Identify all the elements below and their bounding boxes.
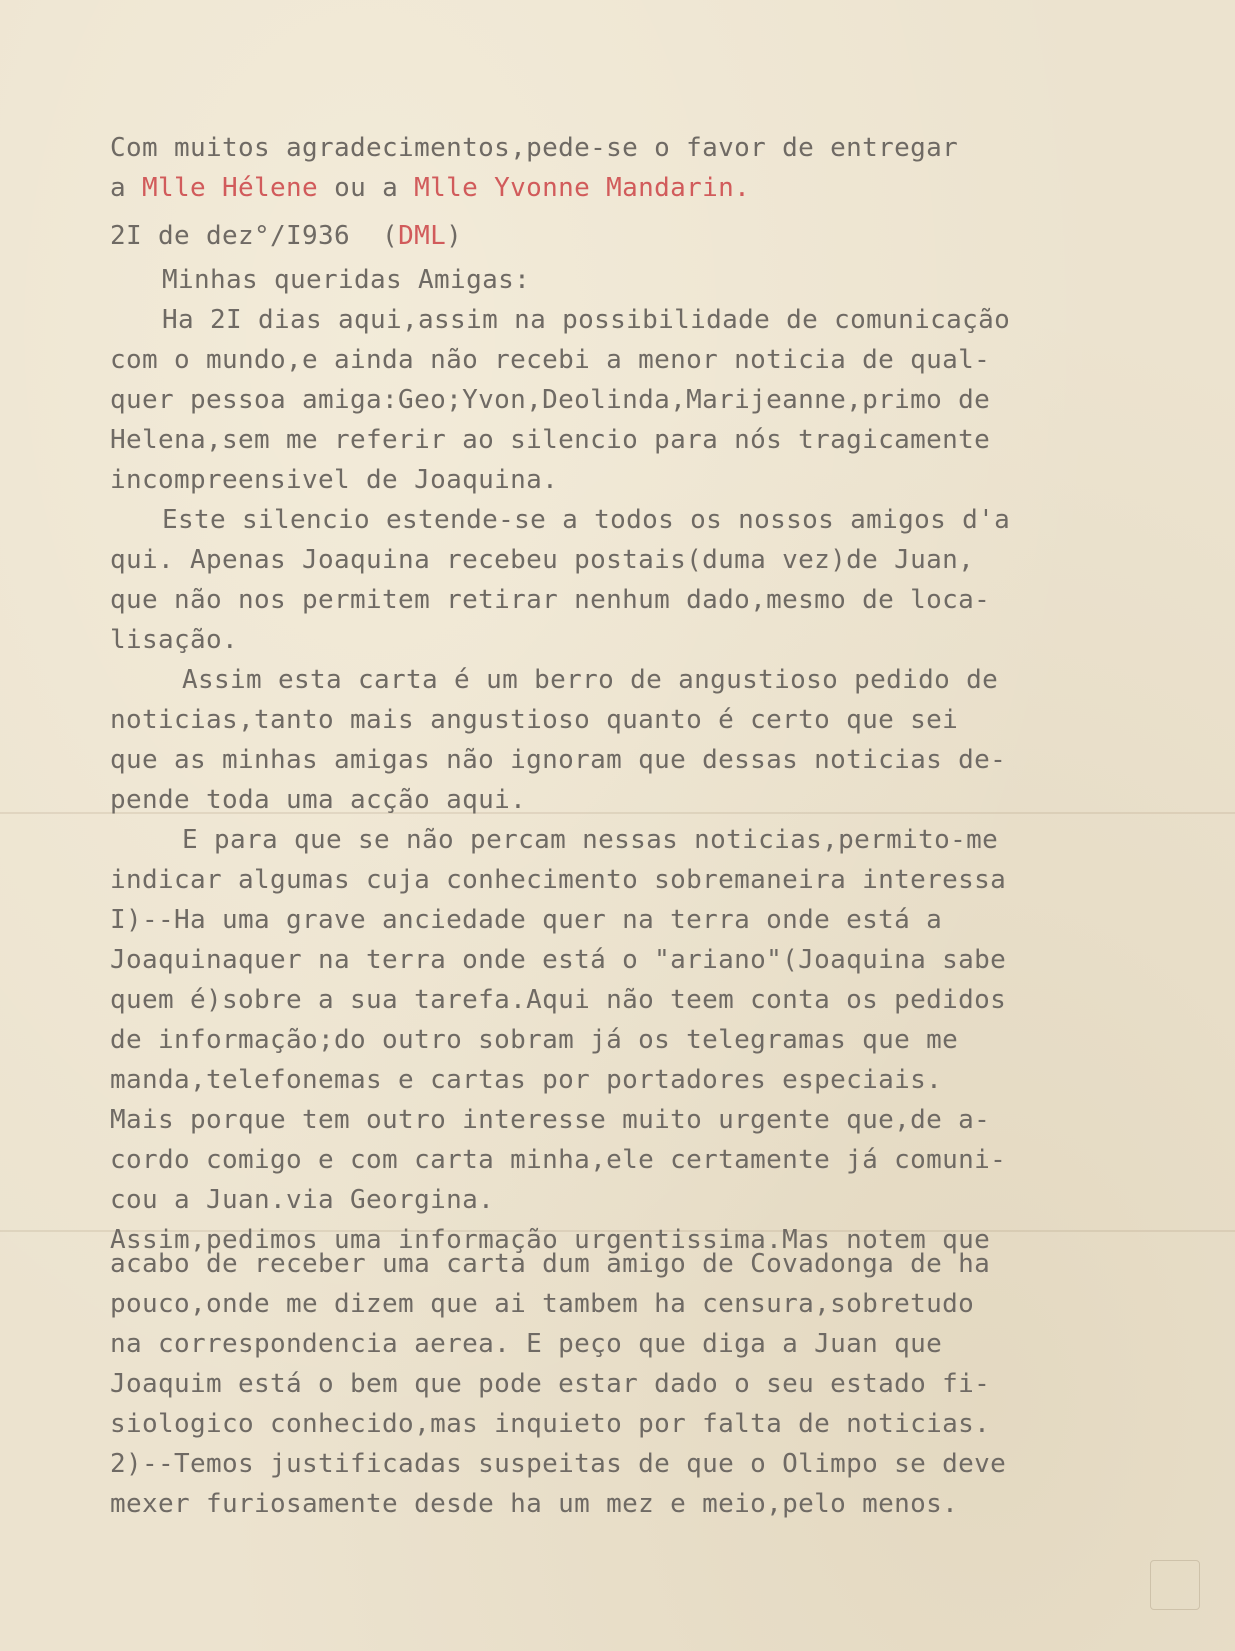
body-line: que as minhas amigas não ignoram que dessas noticias de-	[110, 745, 1007, 775]
body-line: incompreensivel de Joaquina.	[110, 465, 559, 495]
body-line: que não nos permitem retirar nenhum dado,mesmo de loca-	[110, 585, 991, 615]
recipient-name-1: Mlle Hélene	[142, 173, 319, 203]
body-line: Este silencio estende-se a todos os nossos amigos d'a	[162, 505, 1011, 535]
archive-stamp	[1150, 1560, 1200, 1610]
body-line: acabo de receber uma carta dum amigo de Covadonga de ha	[110, 1249, 991, 1279]
body-line: Helena,sem me referir ao silencio para nós tragicamente	[110, 425, 991, 455]
body-line: Joaquinaquer na terra onde está o "ariano"(Joaquina sabe	[110, 945, 1007, 975]
body-line: 2)--Temos justificadas suspeitas de que o Olimpo se deve	[110, 1449, 1007, 1479]
body-line: pouco,onde me dizem que ai tambem ha censura,sobretudo	[110, 1289, 975, 1319]
body-line: I)--Ha uma grave anciedade quer na terra onde está a	[110, 905, 943, 935]
dml-code: DML	[398, 221, 447, 251]
body-line: Assim,pedimos uma informação urgentissima.Mas notem que	[110, 1225, 991, 1255]
body-line: mexer furiosamente desde ha um mez e meio,pelo menos.	[110, 1489, 959, 1519]
body-line: lisação.	[110, 625, 239, 655]
body-line: pende toda uma acção aqui.	[110, 785, 527, 815]
body-line: de informação;do outro sobram já os telegramas que me	[110, 1025, 959, 1055]
body-line: Mais porque tem outro interesse muito urgente que,de a-	[110, 1105, 991, 1135]
address-line-1: Com muitos agradecimentos,pede-se o favor de entregar	[110, 133, 959, 163]
body-line: Ha 2I dias aqui,assim na possibilidade de comunicação	[162, 305, 1011, 335]
body-line: na correspondencia aerea. E peço que diga a Juan que	[110, 1329, 943, 1359]
body-line: cou a Juan.via Georgina.	[110, 1185, 495, 1215]
body-line: E para que se não percam nessas noticias,permito-me	[182, 825, 999, 855]
body-line: manda,telefonemas e cartas por portadores especiais.	[110, 1065, 943, 1095]
body-line: com o mundo,e ainda não recebi a menor noticia de qual-	[110, 345, 991, 375]
body-line: Joaquim está o bem que pode estar dado o seu estado fi-	[110, 1369, 991, 1399]
body-line: Assim esta carta é um berro de angustioso pedido de	[182, 665, 999, 695]
body-line: quer pessoa amiga:Geo;Yvon,Deolinda,Marijeanne,primo de	[110, 385, 991, 415]
body-line: quem é)sobre a sua tarefa.Aqui não teem conta os pedidos	[110, 985, 1007, 1015]
address-line-2: a Mlle Hélene ou a Mlle Yvonne Mandarin.	[110, 173, 751, 203]
body-line: noticias,tanto mais angustioso quanto é certo que sei	[110, 705, 959, 735]
body-line: siologico conhecido,mas inquieto por falta de noticias.	[110, 1409, 991, 1439]
date-line: 2I de dez°/I936 (DML)	[110, 221, 463, 251]
body-line: qui. Apenas Joaquina recebeu postais(duma vez)de Juan,	[110, 545, 975, 575]
salutation: Minhas queridas Amigas:	[162, 265, 531, 295]
body-line: indicar algumas cuja conhecimento sobremaneira interessa	[110, 865, 1007, 895]
recipient-name-2: Mlle Yvonne Mandarin.	[414, 173, 751, 203]
typewritten-letter	[110, 128, 1230, 1524]
body-line: cordo comigo e com carta minha,ele certamente já comuni-	[110, 1145, 1007, 1175]
